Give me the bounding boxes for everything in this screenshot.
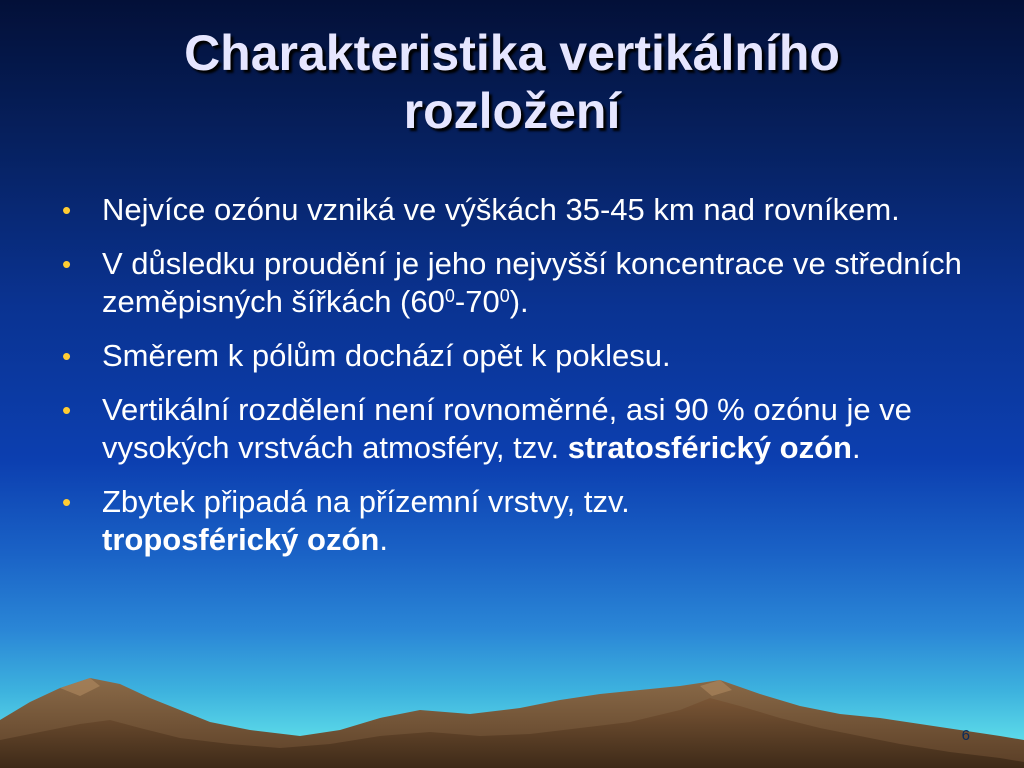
bullet-icon: • bbox=[62, 195, 72, 225]
bullet-item bbox=[60, 483, 970, 559]
bullet-text: Směrem k pólům dochází opět k poklesu. bbox=[102, 338, 671, 373]
bullet-icon: • bbox=[62, 487, 72, 517]
bullet-list bbox=[60, 191, 970, 575]
bullet-icon: • bbox=[62, 249, 72, 279]
bullet-item bbox=[60, 391, 970, 467]
page-number: 6 bbox=[961, 727, 970, 744]
bullet-text: ). bbox=[509, 284, 529, 319]
bullet-icon: • bbox=[62, 395, 72, 425]
bullet-text: Nejvíce ozónu vzniká ve výškách 35-45 km nad rovníkem. bbox=[102, 192, 900, 227]
bold-term: troposférický ozón bbox=[102, 522, 380, 557]
bullet-item bbox=[60, 191, 970, 229]
bullet-text: . bbox=[379, 522, 388, 557]
bullet-text: V důsledku proudění je jeho nejvyšší koncentrace ve středních zeměpisných šířkách (60 bbox=[102, 246, 962, 319]
slide-title-line-2: rozložení bbox=[403, 83, 621, 139]
mountain-range-illustration bbox=[0, 640, 1024, 768]
bullet-text: . bbox=[851, 430, 861, 465]
slide-title-line-1: Charakteristika vertikálního bbox=[184, 25, 840, 81]
bullet-item bbox=[60, 245, 970, 321]
bullet-item bbox=[60, 337, 970, 375]
bullet-text: Zbytek připadá na přízemní vrstvy, tzv. bbox=[102, 484, 630, 519]
bullet-text: -70 bbox=[454, 284, 500, 319]
bullet-icon: • bbox=[62, 341, 72, 371]
bullet-text: Vertikální rozdělení není rovnoměrné, asi 90 % ozónu je ve vysokých vrstvách atmosféry, tzv. bbox=[102, 392, 912, 465]
slide-title bbox=[40, 24, 984, 140]
bold-term: stratosférický ozón bbox=[567, 430, 852, 465]
superscript-degree: 0 bbox=[444, 286, 455, 306]
superscript-degree: 0 bbox=[499, 286, 510, 306]
